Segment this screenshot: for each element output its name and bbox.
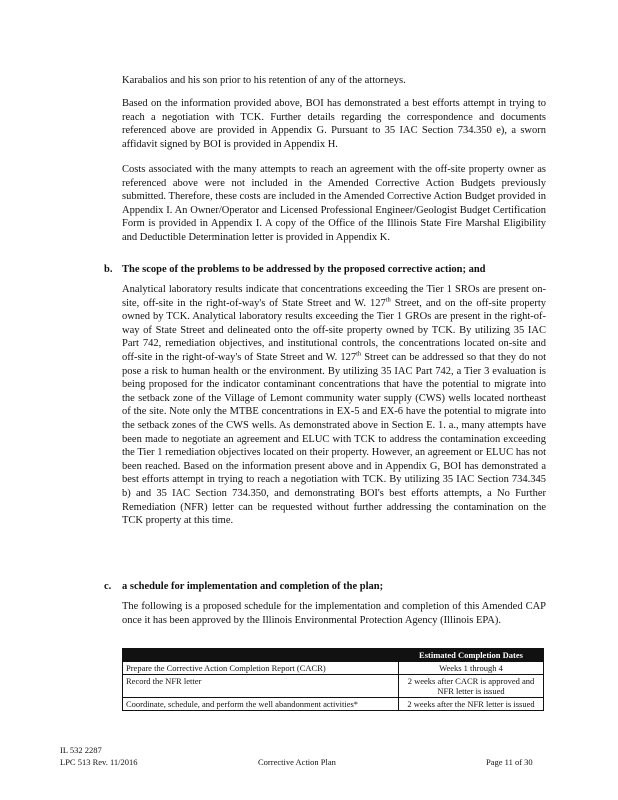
- paragraph-scope: [122, 283, 546, 528]
- table-cell-date: 2 weeks after CACR is approved and NFR letter is issued: [399, 675, 544, 698]
- table-cell-task: Prepare the Corrective Action Completion Report (CACR): [123, 662, 399, 675]
- footer-form-id: LPC 513 Rev. 11/2016: [60, 757, 138, 767]
- table-row: [123, 662, 544, 675]
- heading-b-text: The scope of the problems to be addressed by the proposed corrective action; and: [122, 264, 486, 275]
- table-row: [123, 675, 544, 698]
- scope-text-1: Analytical laboratory results indicate that concentrations exceeding the Tier 1 SROs are present on-site, off-site in the right-of-way's of State Street and W. 127: [122, 284, 546, 309]
- scope-text-3: Street can be addressed so that they do not pose a risk to human health or the environment. By utilizing 35 IAC Part 742, a Tier 3 evaluation is being proposed for the indicator contaminant concentrations that have the potential to migrate into the setback zone of the Village of Lemont community water supply (CWS) wells located northeast of the site. Note only the MTBE concentrations in EX-5 and EX-6 have the potential to migrate into the setback zones of the CWS wells. As demonstrated above in Section E. 1. a., many attempts have been made to negotiate an agreement and ELUC with TCK to address the contamination exceeding the Tier 1 remediation objectives located on their property. However, an agreement or ELUC has not been reached. Based on the information present above and in Appendix G, BOI has demonstrated a best efforts attempt in trying to reach a negotiation with TCK. By utilizing 35 IAC Section 734.345 b) and 35 IAC Section 734.350, and demonstrating BOI's best efforts attempts, a No Further Remediation (NFR) letter can be requested without further addressing the contamination on the TCK property at this time.: [122, 351, 546, 527]
- heading-b: [104, 263, 554, 277]
- heading-c-letter: c.: [104, 581, 112, 592]
- heading-b-letter: b.: [104, 264, 113, 275]
- table-cell-date: 2 weeks after the NFR letter is issued: [399, 698, 544, 711]
- schedule-table: [122, 648, 544, 711]
- scope-sup-1: th: [385, 296, 391, 304]
- heading-c: [104, 580, 554, 594]
- footer-center-title: Corrective Action Plan: [258, 757, 336, 767]
- paragraph-schedule: The following is a proposed schedule for the implementation and completion of this Amended CAP once it has been approved by the Illinois Environmental Protection Agency (Illinois EPA).: [122, 601, 546, 626]
- table-header-row: [123, 649, 544, 662]
- table-cell-task: Record the NFR letter: [123, 675, 399, 698]
- paragraph-costs: Costs associated with the many attempts to reach an agreement with the off-site property owner as referenced above were not included in the Amended Corrective Action Budgets previously submitted. Therefore, these costs are included in the Amended Corrective Action Budget provided in Appendix I. An Owner/Operator and Licensed Professional Engineer/Geologist Budget Certification Form is provided in Appendix I. A copy of the Office of the Illinois State Fire Marshal Eligibility and Deductible Determination letter is provided in Appendix K.: [122, 164, 546, 243]
- heading-c-text: a schedule for implementation and completion of the plan;: [122, 581, 384, 592]
- paragraph-best-efforts: Based on the information provided above, BOI has demonstrated a best efforts attempt in trying to reach a negotiation with TCK. Further details regarding the correspondence and documents referenced above are provided in Appendix G. Pursuant to 35 IAC Section 734.350 e), a sworn affidavit signed by BOI is provided in Appendix H.: [122, 98, 546, 150]
- footer-doc-id: IL 532 2287: [60, 745, 102, 755]
- table-cell-date: Weeks 1 through 4: [399, 662, 544, 675]
- table-row: [123, 698, 544, 711]
- table-cell-task: Coordinate, schedule, and perform the well abandonment activities*: [123, 698, 399, 711]
- intro-line: Karabalios and his son prior to his retention of any of the attorneys.: [122, 75, 406, 86]
- table-header-cell: Estimated Completion Dates: [399, 649, 544, 662]
- scope-sup-2: th: [356, 350, 362, 358]
- table-header-cell: [123, 649, 399, 662]
- footer-page-number: Page 11 of 30: [486, 757, 533, 767]
- scope-text-2: Street, and on the off-site property owned by TCK. Analytical laboratory results exceeding the Tier 1 GROs are present in the right-of-way of State Street and delineated onto the off-site property owned by TCK. By utilizing 35 IAC Part 742, remediation objectives, and institutional controls, the concentrations located on-site and off-site in the right-of-way's of State Street and W. 127: [122, 297, 546, 363]
